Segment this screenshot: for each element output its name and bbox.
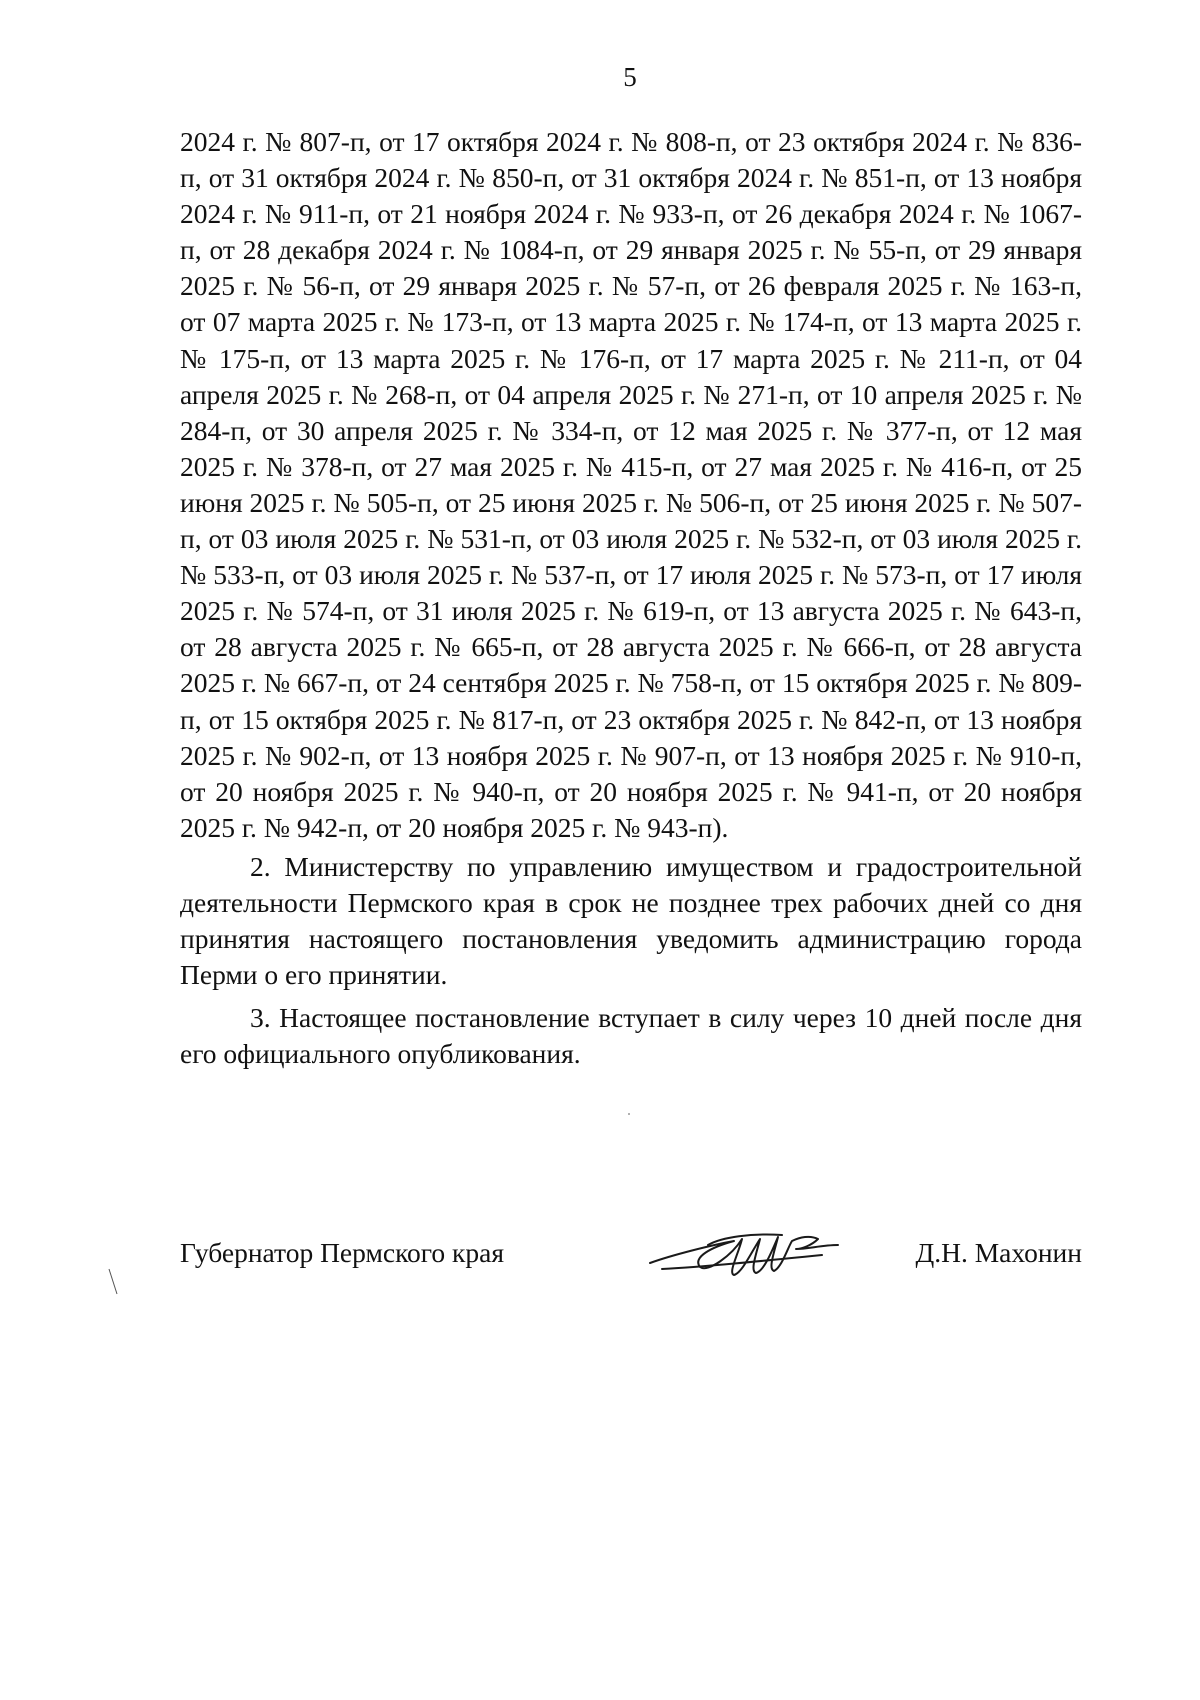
handwritten-signature (642, 1215, 852, 1295)
scan-artifact-line (108, 1268, 120, 1298)
document-body (180, 124, 1082, 1072)
paragraph-amendments-list: 2024 г. № 807-п, от 17 октября 2024 г. № 808-п, от 23 октября 2024 г. № 836-п, от 31 октября 2024 г. № 850-п, от 31 октября 2024 г. № 851-п, от 13 ноября 2024 г. № 911-п, от 21 ноября 2024 г. № 933-п, от 26 декабря 2024 г. № 1067-п, от 28 декабря 2024 г. № 1084-п, от 29 января 2025 г. № 55-п, от 29 января 2025 г. № 56-п, от 29 января 2025 г. № 57-п, от 26 февраля 2025 г. № 163-п, от 07 марта 2025 г. № 173-п, от 13 марта 2025 г. № 174-п, от 13 марта 2025 г. № 175-п, от 13 марта 2025 г. № 176-п, от 17 марта 2025 г. № 211-п, от 04 апреля 2025 г. № 268-п, от 04 апреля 2025 г. № 271-п, от 10 апреля 2025 г. № 284-п, от 30 апреля 2025 г. № 334-п, от 12 мая 2025 г. № 377-п, от 12 мая 2025 г. № 378-п, от 27 мая 2025 г. № 415-п, от 27 мая 2025 г. № 416-п, от 25 июня 2025 г. № 505-п, от 25 июня 2025 г. № 506-п, от 25 июня 2025 г. № 507-п, от 03 июля 2025 г. № 531-п, от 03 июля 2025 г. № 532-п, от 03 июля 2025 г. № 533-п, от 03 июля 2025 г. № 537-п, от 17 июля 2025 г. № 573-п, от 17 июля 2025 г. № 574-п, от 31 июля 2025 г. № 619-п, от 13 августа 2025 г. № 643-п, от 28 августа 2025 г. № 665-п, от 28 августа 2025 г. № 666-п, от 28 августа 2025 г. № 667-п, от 24 сентября 2025 г. № 758-п, от 15 октября 2025 г. № 809-п, от 15 октября 2025 г. № 817-п, от 23 октября 2025 г. № 842-п, от 13 ноября 2025 г. № 902-п, от 13 ноября 2025 г. № 907-п, от 13 ноября 2025 г. № 910-п, от 20 ноября 2025 г. № 940-п, от 20 ноября 2025 г. № 941-п, от 20 ноября 2025 г. № 942-п, от 20 ноября 2025 г. № 943-п). (180, 126, 1082, 843)
scan-dot (628, 1113, 630, 1115)
signatory-title: Губернатор Пермского края (180, 1237, 504, 1268)
paragraph-item-2: 2. Министерству по управлению имуществом и градостроительной деятельности Пермского края в срок не позднее трех рабочих дней со дня принятия настоящего постановления уведомить администрацию города Перми о его принятии. (180, 850, 1082, 991)
page-number: 5 (623, 62, 637, 92)
signature-block (180, 1237, 1082, 1297)
signatory-name: Д.Н. Махонин (915, 1237, 1082, 1268)
paragraph-item-3: 3. Настоящее постановление вступает в силу через 10 дней после дня его официального опубликования. (180, 1002, 1082, 1070)
